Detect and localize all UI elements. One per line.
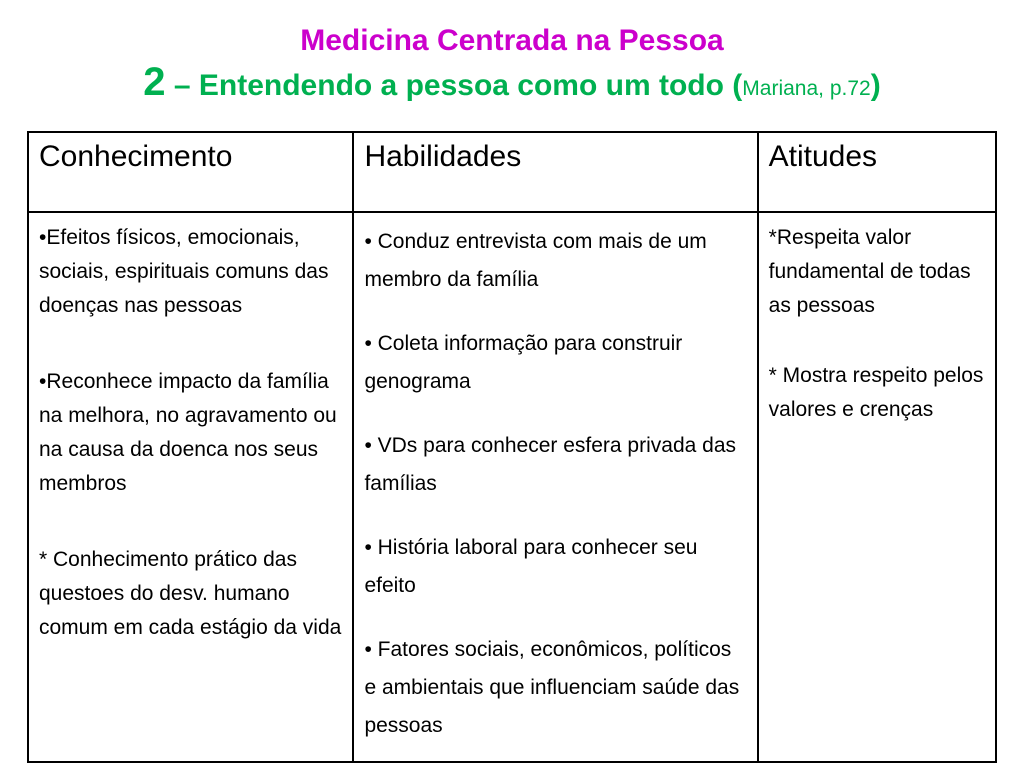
table-header-row <box>28 132 996 212</box>
list-item: • Coleta informação para construir genograma <box>364 332 683 393</box>
cell-conhecimento <box>28 212 353 762</box>
list-item: • Fatores sociais, econômicos, políticos e ambientais que influenciam saúde das pessoas <box>364 638 740 737</box>
list-item: * Conhecimento prático das questoes do desv. humano comum em cada estágio da vida <box>39 548 342 639</box>
list-item: • VDs para conhecer esfera privada das famílias <box>364 434 737 495</box>
list-item: • Conduz entrevista com mais de um membro da família <box>364 230 707 291</box>
subtitle-number: 2 <box>143 60 166 104</box>
list-item: • História laboral para conhecer seu efeito <box>364 536 698 597</box>
competencies-table <box>27 131 997 763</box>
subtitle-close-paren: ) <box>870 69 881 102</box>
list-item: •Reconhece impacto da família na melhora, no agravamento ou na causa da doenca nos seus membros <box>39 370 337 495</box>
list-item: *Respeita valor fundamental de todas as pessoas <box>768 226 971 317</box>
list-item: * Mostra respeito pelos valores e crenças <box>768 364 984 421</box>
title-subtitle <box>0 60 1024 111</box>
list-item: •Efeitos físicos, emocionais, sociais, espirituais comuns das doenças nas pessoas <box>39 226 329 317</box>
table-row <box>28 212 996 762</box>
slide-title <box>0 22 1024 111</box>
subtitle-reference: Mariana, p.72 <box>742 77 871 100</box>
subtitle-text: – Entendendo a pessoa como um todo ( <box>165 69 743 102</box>
header-conhecimento: Conhecimento <box>28 132 353 212</box>
title-main <box>0 22 1024 60</box>
header-atitudes: Atitudes <box>758 132 996 212</box>
cell-atitudes <box>758 212 996 762</box>
header-habilidades: Habilidades <box>353 132 757 212</box>
cell-habilidades <box>353 212 757 762</box>
title-main-text: Medicina Centrada na Pessoa <box>300 24 724 57</box>
